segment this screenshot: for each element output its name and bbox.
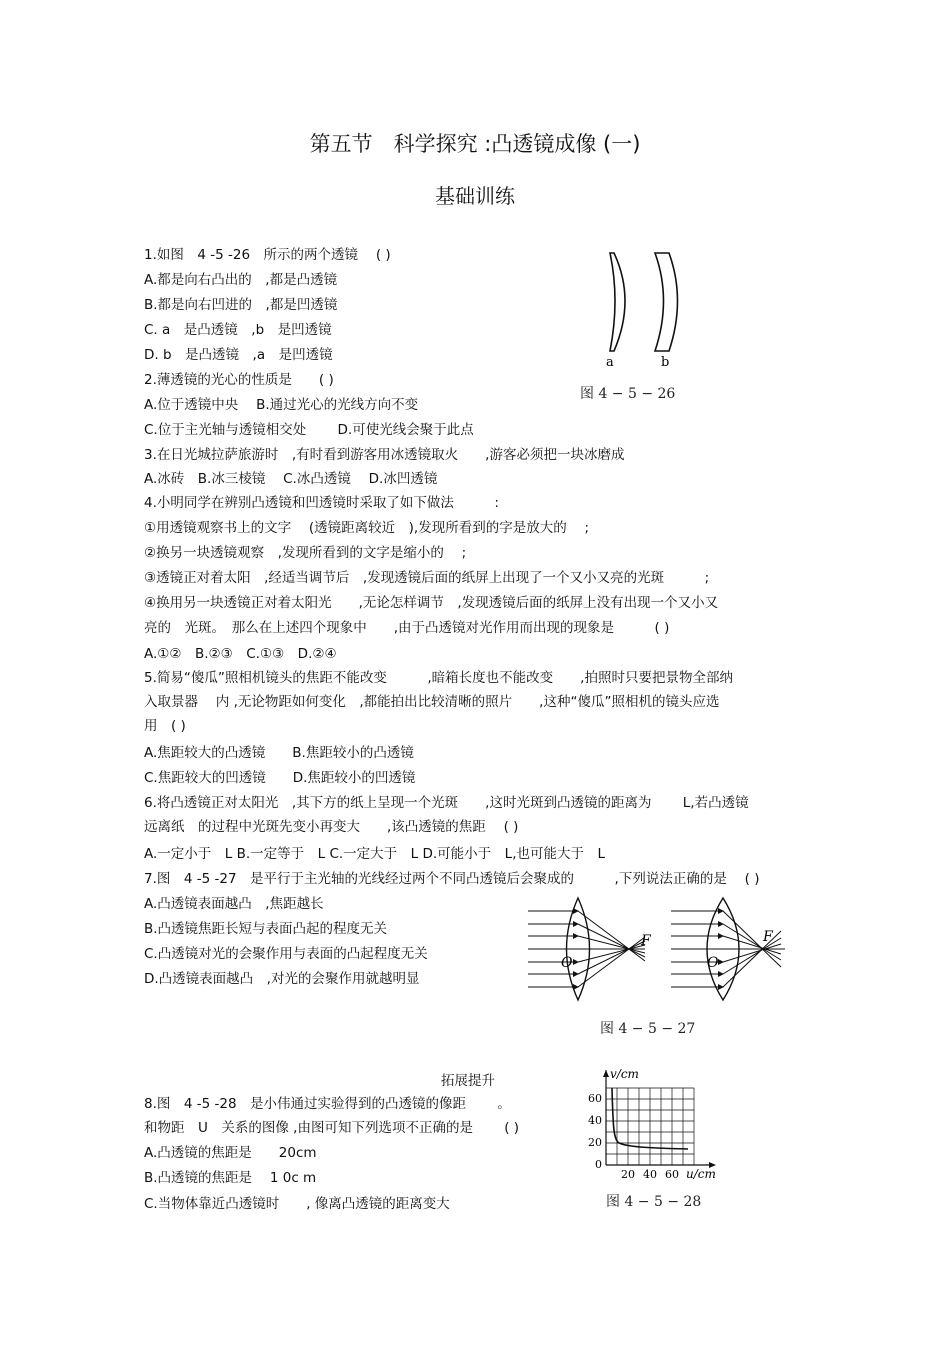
label-focus-right: F (763, 929, 773, 945)
text-line: 4.小明同学在辨别凸透镜和凹透镜时采取了如下做法 : (144, 495, 499, 511)
label-b: b (661, 355, 670, 370)
y-axis-label: v/cm (610, 1067, 639, 1081)
text-line: 入取景器 内 ,无论物距如何变化 ,都能拍出比较清晰的照片 ,这种“傻瓜”照相机的镜头应选 (144, 694, 720, 710)
y-tick-label: 20 (588, 1136, 602, 1149)
text-line: A.位于透镜中央 B.通过光心的光线方向不变 (144, 397, 419, 413)
lens-a (610, 253, 625, 351)
section-title-basic: 基础训练 (435, 184, 515, 208)
text-line: A.都是向右凸出的 ,都是凸透镜 (144, 272, 338, 288)
text-line: A.凸透镜的焦距是 20cm (144, 1145, 317, 1161)
text-line: C. a 是凸透镜 ,b 是凹透镜 (144, 322, 332, 338)
section-title-extension: 拓展提升 (441, 1073, 495, 1089)
left-lens-diagram (528, 898, 652, 1000)
text-line: 和物距 U 关系的图像 ,由图可知下列选项不正确的是 ( ) (144, 1120, 520, 1136)
text-line: 3.在日光城拉萨旅游时 ,有时看到游客用冰透镜取火 ,游客必须把一块冰磨成 (144, 447, 625, 463)
right-lens-diagram (671, 898, 785, 1000)
y-tick-label: 0 (595, 1158, 602, 1171)
page-title: 第五节 科学探究 :凸透镜成像 (一) (309, 132, 641, 156)
text-line: A.①② B.②③ C.①③ D.②④ (144, 646, 337, 662)
figure-caption-28: 图 4 − 5 − 28 (606, 1194, 702, 1210)
text-line: 5.简易“傻瓜”照相机镜头的焦距不能改变 ,暗箱长度也不能改变 ,拍照时只要把景物全部纳 (144, 670, 733, 686)
figure-caption-27: 图 4 − 5 − 27 (600, 1021, 696, 1037)
y-axis-arrow (603, 1070, 609, 1077)
x-tick-label: 20 (621, 1168, 635, 1181)
text-line: C.凸透镜对光的会聚作用与表面的凸起程度无关 (144, 946, 428, 962)
text-line: ③透镜正对着太阳 ,经适当调节后 ,发现透镜后面的纸屏上出现了一个又小又亮的光斑 ; (144, 570, 710, 586)
text-line: A.凸透镜表面越凸 ,焦距越长 (144, 896, 324, 912)
figure-caption-26: 图 4 − 5 − 26 (580, 386, 676, 402)
text-line: A.焦距较大的凸透镜 B.焦距较小的凸透镜 (144, 745, 414, 761)
figure-4-5-27 (523, 895, 793, 1010)
lens-b (655, 253, 678, 351)
text-line: ①用透镜观察书上的文字 (透镜距离较近 ),发现所看到的字是放大的 ; (144, 520, 590, 536)
label-focus-left: F (641, 933, 651, 949)
text-line: B.凸透镜的焦距是 1 0c m (144, 1170, 317, 1186)
text-line: D. b 是凸透镜 ,a 是凹透镜 (144, 347, 333, 363)
text-line: 7.图 4 -5 -27 是平行于主光轴的光线经过两个不同凸透镜后会聚成的 ,下列说法正确的是 ( ) (144, 871, 760, 887)
text-line: B.凸透镜焦距长短与表面凸起的程度无关 (144, 921, 388, 937)
text-line: 2.薄透镜的光心的性质是 ( ) (144, 372, 334, 388)
text-line: 8.图 4 -5 -28 是小伟通过实验得到的凸透镜的像距 。 (144, 1096, 511, 1112)
figure-4-5-28 (578, 1060, 728, 1182)
text-line: B.都是向右凹进的 ,都是凹透镜 (144, 297, 338, 313)
figure-4-5-26 (590, 248, 700, 373)
text-line: A.一定小于 L B.一定等于 L C.一定大于 L D.可能小于 L,也可能大于 L (144, 846, 606, 862)
text-line: D.凸透镜表面越凸 ,对光的会聚作用就越明显 (144, 971, 420, 987)
x-tick-label: 40 (643, 1168, 657, 1181)
label-optical-center-right: O (707, 955, 719, 971)
text-line: 亮的 光斑。 那么在上述四个现象中 ,由于凸透镜对光作用而出现的现象是 ( ) (144, 620, 670, 636)
text-line: A.冰砖 B.冰三棱镜 C.冰凸透镜 D.冰凹透镜 (144, 471, 438, 487)
text-line: C.位于主光轴与透镜相交处 D.可使光线会聚于此点 (144, 422, 474, 438)
text-line: ②换另一块透镜观察 ,发现所看到的文字是缩小的 ; (144, 545, 467, 561)
text-line: 远离纸 的过程中光斑先变小再变大 ,该凸透镜的焦距 ( ) (144, 819, 519, 835)
label-optical-center-left: O (561, 955, 573, 971)
y-tick-label: 40 (588, 1114, 602, 1127)
text-line: 用 ( ) (144, 718, 186, 734)
graph-grid (606, 1088, 694, 1165)
text-line: C.当物体靠近凸透镜时 , 像离凸透镜的距离变大 (144, 1196, 450, 1212)
label-a: a (606, 355, 614, 370)
x-axis-label: u/cm (686, 1167, 716, 1181)
x-tick-label: 60 (665, 1168, 679, 1181)
text-line: 1.如图 4 -5 -26 所示的两个透镜 ( ) (144, 247, 391, 263)
text-line: ④换用另一块透镜正对着太阳光 ,无论怎样调节 ,发现透镜后面的纸屏上没有出现一个又小又 (144, 595, 719, 611)
y-tick-label: 60 (588, 1092, 602, 1105)
text-line: 6.将凸透镜正对太阳光 ,其下方的纸上呈现一个光斑 ,这时光斑到凸透镜的距离为 L,若凸透镜 (144, 795, 749, 811)
text-line: C.焦距较大的凹透镜 D.焦距较小的凹透镜 (144, 770, 416, 786)
